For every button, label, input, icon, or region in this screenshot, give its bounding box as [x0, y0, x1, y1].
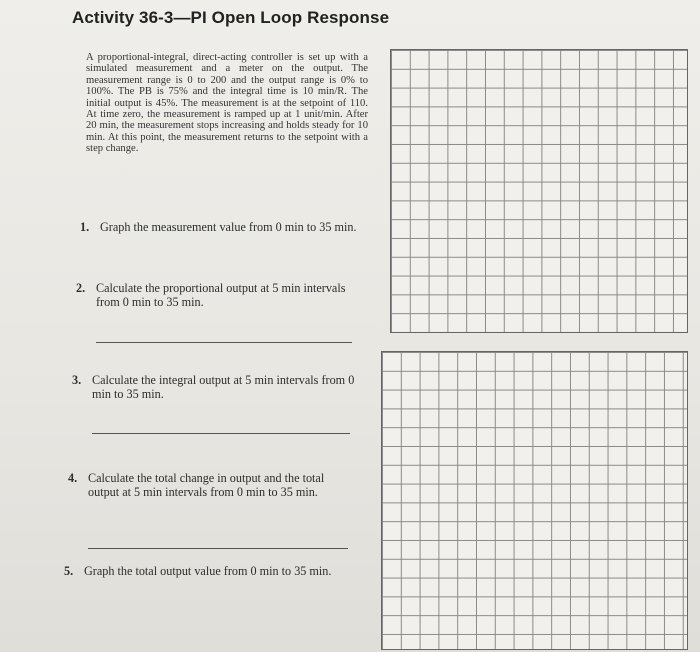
answer-line[interactable] — [96, 342, 352, 343]
question-text: Calculate the proportional output at 5 min intervals from 0 min to 35 min. — [96, 281, 346, 309]
question-number: 2. — [76, 281, 86, 295]
question-text: Graph the total output value from 0 min to 35 min. — [84, 564, 332, 578]
question-5 — [64, 564, 356, 578]
question-number: 1. — [80, 220, 90, 234]
problem-statement: A proportional-integral, direct-acting controller is set up with a simulated measurement and a meter on the output. The measurement range is 0 to 200 and the output range is 0% to 100%. The PB is 75% and the integral time is 10 min/R. The initial output is 45%. The measurement is at the setpoint of 110. At time zero, the measurement is ramped up at 1 unit/min. After 20 min, the measurement stops increasing and holds steady for 10 min. At this point, the measurement returns to the setpoint with a step change. — [86, 52, 368, 155]
question-text: Calculate the integral output at 5 min intervals from 0 min to 35 min. — [92, 373, 355, 401]
question-1 — [80, 220, 370, 234]
measurement-graph-grid[interactable] — [390, 49, 688, 333]
output-graph-grid[interactable] — [381, 351, 688, 650]
answer-line[interactable] — [88, 548, 348, 549]
question-number: 3. — [72, 373, 82, 387]
question-2 — [76, 281, 366, 309]
question-4 — [68, 471, 358, 499]
question-number: 4. — [68, 471, 78, 485]
question-3 — [72, 373, 362, 401]
question-text: Calculate the total change in output and the total output at 5 min intervals from 0 min to 35 min. — [88, 471, 325, 499]
question-text: Graph the measurement value from 0 min to 35 min. — [100, 220, 357, 234]
page-title: Activity 36-3—PI Open Loop Response — [72, 8, 390, 27]
question-number: 5. — [64, 564, 74, 578]
answer-line[interactable] — [92, 433, 350, 434]
